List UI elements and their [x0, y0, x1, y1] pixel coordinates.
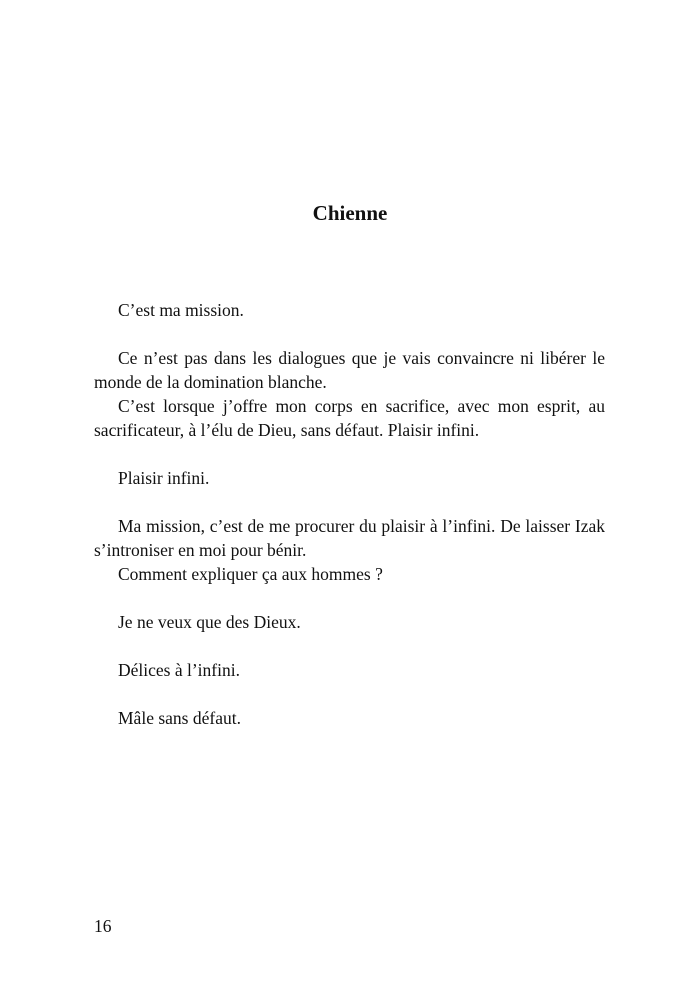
- paragraph-gap: [94, 490, 605, 514]
- paragraph: Je ne veux que des Dieux.: [118, 612, 301, 632]
- paragraph: C’est lorsque j’offre mon corps en sacrifice, avec mon esprit, au sacrificateur, à l’élu de Dieu, sans défaut. Plaisir infini.: [94, 396, 605, 440]
- paragraph-gap: [94, 634, 605, 658]
- paragraph: Ma mission, c’est de me procurer du plaisir à l’infini. De laisser Izak s’introniser en moi pour bénir.: [94, 516, 605, 560]
- paragraph: Ce n’est pas dans les dialogues que je vais convaincre ni libérer le monde de la domination blanche.: [94, 348, 605, 392]
- paragraph: C’est ma mission.: [118, 300, 244, 320]
- paragraph-gap: [94, 586, 605, 610]
- chapter-body: [94, 298, 605, 730]
- paragraph-gap: [94, 322, 605, 346]
- paragraph: Plaisir infini.: [118, 468, 210, 488]
- paragraph: Mâle sans défaut.: [118, 708, 241, 728]
- page-number: 16: [94, 916, 112, 936]
- paragraph: Délices à l’infini.: [118, 660, 240, 680]
- paragraph: Comment expliquer ça aux hommes ?: [118, 564, 383, 584]
- paragraph-gap: [94, 442, 605, 466]
- chapter-title: Chienne: [312, 201, 388, 225]
- paragraph-gap: [94, 682, 605, 706]
